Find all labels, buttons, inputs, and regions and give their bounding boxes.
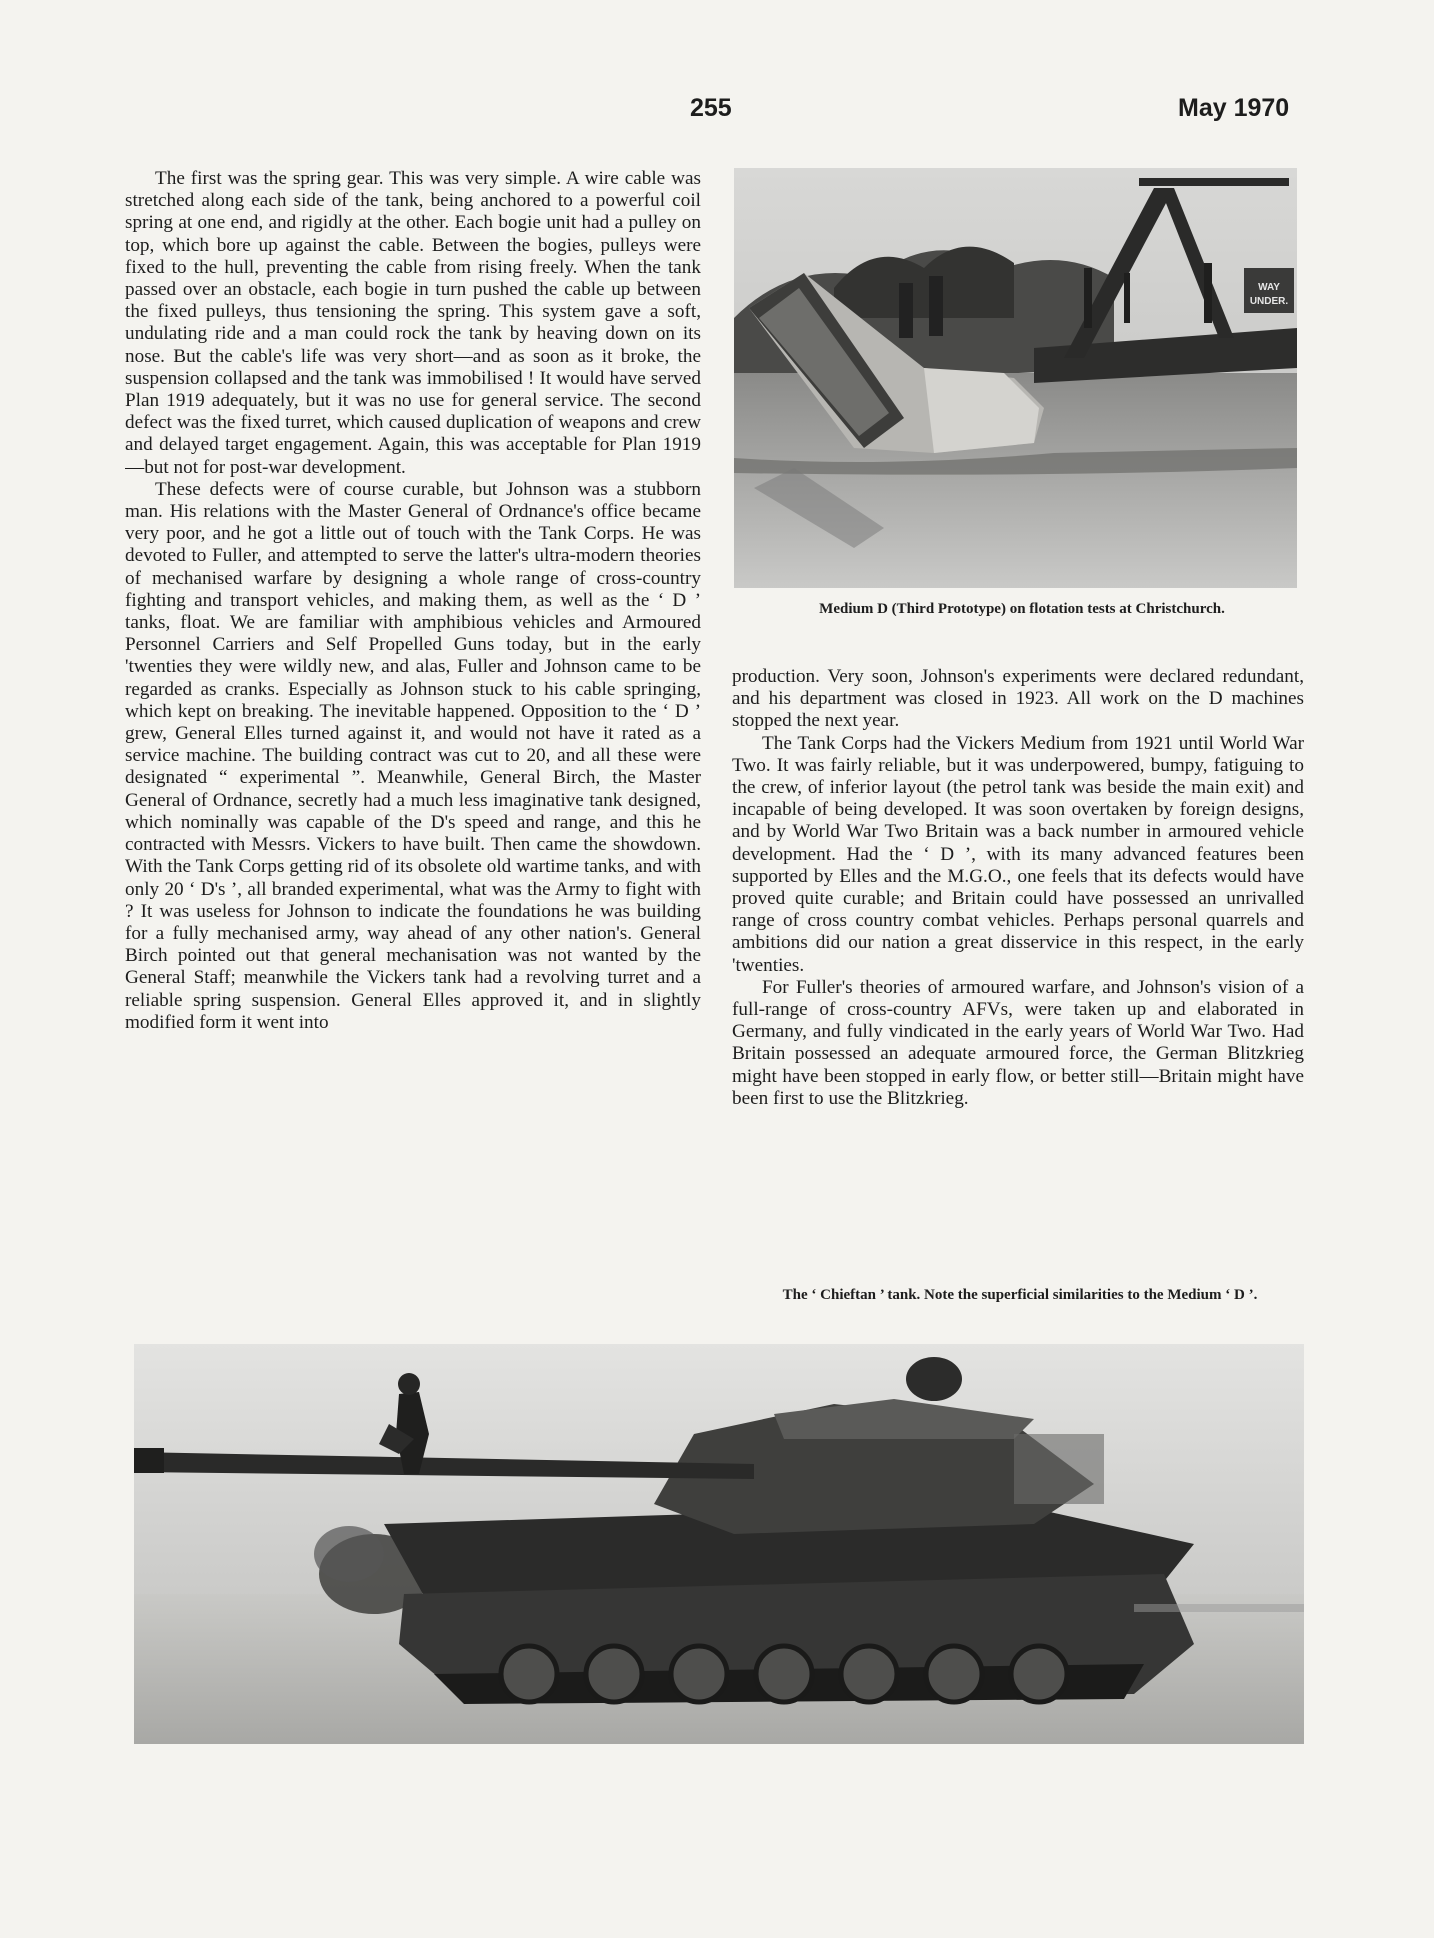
chieftan-photo	[134, 1344, 1304, 1744]
paragraph: These defects were of course curable, but Johnson was a stubborn man. His relations with the Master General of Ordnance's office became very poor, and he got a little out of touch with the Tank Corps. He was devoted to Fuller, and attempted to serve the latter's ultra-modern theories of mechanised warfare by designing a whole range of cross-country fighting and transport vehicles, and making them, as well as the ‘ D ’ tanks, float. We are familiar with amphibious vehicles and Armoured Personnel Carriers and Self Propelled Guns today, but in the early 'twenties they were wildly new, and alas, Fuller and Johnson came to be regarded as cranks. Especially as Johnson stuck to his cable springing, which kept on breaking. The inevitable happened. Opposition to the ‘ D ’ grew, General Elles turned against it, and would not have it rated as a service machine. The building contract was cut to 20, and all these were designated “ experimental ”. Meanwhile, General Birch, the Master General of Ordnance, secretly had a much less imaginative tank designed, which nominally was capable of the D's speed and range, and this he contracted with Messrs. Vickers to have built. Then came the showdown. With the Tank Corps getting rid of its obsolete old wartime tanks, and with only 20 ‘ D's ’, all branded experimental, what was the Army to fight with ? It was useless for Johnson to indicate the foundations he was building for a fully mechanised army, way ahead of any other nation's. General Birch pointed out that general mechanisation was not wanted by the General Staff; meanwhile the Vickers tank had a revolving turret and a reliable spring suspension. General Elles approved it, and in slightly modified form it went into	[125, 478, 701, 1033]
issue-date: May 1970	[1178, 94, 1290, 122]
left-column	[125, 168, 701, 1330]
paragraph: production. Very soon, Johnson's experiments were declared redundant, and his department was closed in 1923. All work on the D machines stopped the next year.	[732, 666, 1304, 732]
svg-text:WAY: WAY	[1258, 282, 1280, 293]
page-number: 255	[690, 94, 732, 122]
chieftan-caption: The ‘ Chieftan ’ tank. Note the superficial similarities to the Medium ‘ D ’.	[782, 1287, 1258, 1303]
paragraph: For Fuller's theories of armoured warfare, and Johnson's vision of a full-range of cross-country AFVs, were taken up and elaborated in Germany, and fully vindicated in the early years of World War Two. Had Britain possessed an adequate armoured force, the German Blitzkrieg might have been stopped in early flow, or better still—Britain might have been first to use the Blitzkrieg.	[732, 976, 1304, 1109]
svg-text:UNDER.: UNDER.	[1249, 296, 1289, 307]
paragraph: The Tank Corps had the Vickers Medium from 1921 until World War Two. It was fairly reliable, but it was underpowered, bumpy, fatiguing to the crew, of inferior layout (the petrol tank was beside the main exit) and incapable of being developed. It was soon overtaken by foreign designs, and by World War Two Britain was a back number in armoured vehicle development. Had the ‘ D ’, with its many advanced features been supported by Elles and the M.G.O., one feels that its defects would have proved quite curable; and Britain could have possessed an unrivalled range of cross country combat vehicles. Perhaps personal quarrels and ambitions did our nation a great disservice in this respect, in the early 'twenties.	[732, 732, 1304, 976]
medium-d-photo	[734, 168, 1297, 588]
paragraph: The first was the spring gear. This was very simple. A wire cable was stretched along each side of the tank, being anchored to a powerful coil spring at one end, and rigidly at the other. Each bogie unit had a pulley on top, which bore up against the cable. Between the bogies, pulleys were fixed to the hull, preventing the cable from rising freely. When the tank passed over an obstacle, each bogie in turn pushed the cable up between the fixed pulleys, thus tensioning the spring. This system gave a soft, undulating ride and a man could rock the tank by heaving down on its nose. But the cable's life was very short—and as soon as it broke, the suspension collapsed and the tank was immobilised ! It would have served Plan 1919 adequately, but it was no use for general service. The second defect was the fixed turret, which caused duplication of weapons and crew and delayed target engagement. Again, this was acceptable for Plan 1919 —but not for post-war development.	[125, 168, 701, 478]
right-column	[732, 666, 1304, 1216]
medium-d-caption: Medium D (Third Prototype) on flotation tests at Christchurch.	[819, 601, 1225, 617]
